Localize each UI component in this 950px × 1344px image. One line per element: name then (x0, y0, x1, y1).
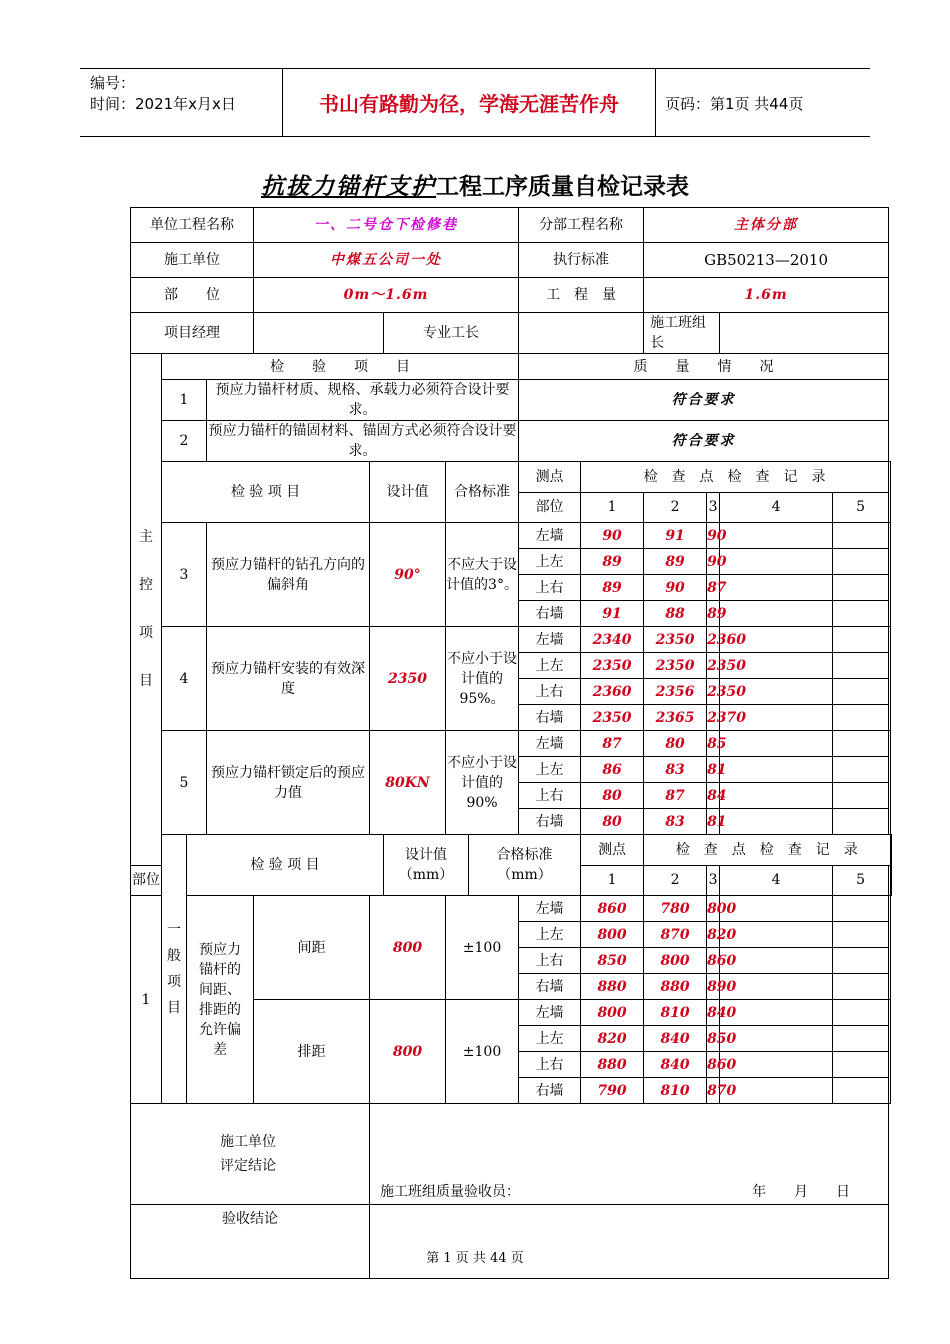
project-name: 抗拔力锚杆支护 (261, 173, 436, 200)
inspect-header: 检 验 项 目 (162, 354, 519, 380)
row-position: 右墙 (519, 974, 581, 1000)
record-value: 810 (644, 1078, 707, 1104)
record-value: 90 (644, 575, 707, 601)
record-value: 860 (707, 948, 720, 974)
pass-rate (889, 896, 890, 1000)
record-value (833, 601, 889, 627)
record-value (833, 896, 889, 922)
record-value: 850 (707, 1026, 720, 1052)
record-value (833, 1026, 889, 1052)
group-standard: 不应小于设计值的90% (446, 731, 519, 835)
record-value (833, 757, 889, 783)
record-value: 80 (581, 809, 644, 835)
pass-rate (889, 731, 890, 835)
col-position-header: 部位 (519, 492, 581, 523)
record-value: 810 (644, 1000, 707, 1026)
row-position: 右墙 (519, 1078, 581, 1104)
group-no: 3 (162, 523, 207, 627)
eval-content[interactable] (370, 1104, 889, 1205)
col-item-header: 检 验 项 目 (162, 462, 370, 523)
record-value: 800 (644, 948, 707, 974)
col-point-header: 测点 (519, 462, 581, 493)
record-value: 81 (707, 809, 720, 835)
header-left (90, 73, 236, 115)
record-value: 91 (581, 601, 644, 627)
group-name: 预应力锚杆锁定后的预应力值 (207, 731, 370, 835)
row-position: 左墙 (519, 731, 581, 757)
sub-project-label: 分部工程名称 (519, 208, 644, 243)
record-value: 90 (707, 523, 720, 549)
record-value: 83 (644, 809, 707, 835)
construct-unit-label: 施工单位 (131, 243, 254, 278)
record-value (833, 809, 889, 835)
quantity-label: 工 程 量 (519, 278, 644, 313)
record-value (720, 549, 833, 575)
col-standard-header: 合格标准（mm） (469, 835, 581, 896)
record-value: 840 (707, 1000, 720, 1026)
record-value (833, 575, 889, 601)
record-value (833, 523, 889, 549)
row-position: 上左 (519, 922, 581, 948)
point-number: 4 (720, 865, 833, 896)
record-value: 2356 (644, 679, 707, 705)
record-value: 790 (581, 1078, 644, 1104)
record-value (720, 601, 833, 627)
record-value: 840 (644, 1052, 707, 1078)
eval-label-cell (131, 1104, 370, 1205)
record-value: 820 (707, 922, 720, 948)
col-position-header: 部位 (131, 865, 162, 896)
record-value (833, 731, 889, 757)
pass-rate (889, 523, 890, 627)
record-value: 800 (581, 922, 644, 948)
record-value (833, 948, 889, 974)
record-value: 2350 (707, 679, 720, 705)
record-value: 87 (707, 575, 720, 601)
pass-rate (889, 627, 890, 731)
row-position: 上右 (519, 575, 581, 601)
record-value (833, 922, 889, 948)
record-value (720, 1026, 833, 1052)
point-number: 3 (707, 865, 720, 896)
code-label: 编号： (90, 74, 136, 92)
row-position: 右墙 (519, 809, 581, 835)
group-name: 预应力锚杆的钻孔方向的偏斜角 (207, 523, 370, 627)
standard-value: GB50213—2010 (644, 243, 889, 278)
unit-project-value: 一、二号仓下检修巷 (254, 208, 519, 243)
record-value: 80 (644, 731, 707, 757)
record-value (833, 1078, 889, 1104)
quantity-value: 1.6m (644, 278, 889, 313)
record-value: 90 (707, 549, 720, 575)
team-leader-value (720, 313, 889, 354)
point-number: 1 (581, 492, 644, 523)
sub-item-name: 排距 (254, 1000, 370, 1104)
row-position: 上左 (519, 549, 581, 575)
sub-standard: ±100 (446, 1000, 519, 1104)
group-standard: 不应小于设计值的95%。 (446, 627, 519, 731)
col-item-header: 检 验 项 目 (187, 835, 384, 896)
document-header (80, 68, 870, 137)
col-record-header: 检 查 点 检 查 记 录 (644, 835, 890, 866)
record-value (720, 731, 833, 757)
col-point-header: 测点 (581, 835, 644, 866)
sub-standard: ±100 (446, 896, 519, 1000)
record-value: 2350 (581, 653, 644, 679)
record-value: 870 (644, 922, 707, 948)
page-title (0, 168, 950, 201)
page-footer: 第 1 页 共 44 页 (426, 1251, 524, 1266)
foreman-value (519, 313, 644, 354)
record-value: 81 (707, 757, 720, 783)
col-design-header: 设计值 (370, 462, 446, 523)
record-value: 89 (581, 575, 644, 601)
record-value (833, 679, 889, 705)
group-design: 80KN (370, 731, 446, 835)
record-value: 89 (581, 549, 644, 575)
record-value (833, 705, 889, 731)
page-label: 页码：第1页 共44页 (665, 95, 804, 113)
row-position: 上右 (519, 783, 581, 809)
record-value (720, 922, 833, 948)
record-value: 860 (707, 1052, 720, 1078)
item-no: 2 (162, 421, 207, 462)
record-value: 840 (644, 1026, 707, 1052)
row-position: 上左 (519, 757, 581, 783)
record-value: 89 (644, 549, 707, 575)
sub-design: 800 (370, 1000, 446, 1104)
record-value: 80 (581, 783, 644, 809)
record-value: 780 (644, 896, 707, 922)
group-design: 90° (370, 523, 446, 627)
record-value: 89 (707, 601, 720, 627)
time-label: 时间：2021年x月x日 (90, 95, 236, 113)
record-value: 2350 (644, 653, 707, 679)
point-number: 2 (644, 492, 707, 523)
pass-rate (889, 1000, 890, 1104)
record-value (720, 757, 833, 783)
row-position: 上左 (519, 653, 581, 679)
record-value: 2360 (581, 679, 644, 705)
record-value: 2370 (707, 705, 720, 731)
row-position: 左墙 (519, 896, 581, 922)
record-value: 2360 (707, 627, 720, 653)
record-value (720, 575, 833, 601)
row-position: 左墙 (519, 523, 581, 549)
inspector-label: 施工班组质量验收员： (380, 1184, 520, 1200)
item-result: 符合要求 (519, 380, 889, 421)
record-value: 2350 (581, 705, 644, 731)
group-standard: 不应大于设计值的3°。 (446, 523, 519, 627)
record-value: 86 (581, 757, 644, 783)
general-item-no: 1 (131, 896, 162, 1104)
record-value: 870 (707, 1078, 720, 1104)
record-value: 2340 (581, 627, 644, 653)
sub-item-name: 间距 (254, 896, 370, 1000)
row-position: 左墙 (519, 1000, 581, 1026)
inspection-form (130, 207, 892, 1279)
record-value: 2350 (707, 653, 720, 679)
record-value: 87 (581, 731, 644, 757)
quality-header: 质 量 情 况 (519, 354, 889, 380)
point-number: 5 (833, 865, 889, 896)
position-label: 部 位 (131, 278, 254, 313)
record-value (720, 1078, 833, 1104)
general-item-name: 预应力锚杆的间距、排距的允许偏差 (187, 896, 254, 1104)
record-value: 2350 (644, 627, 707, 653)
general-side-label: 一 般 项 目 (162, 835, 187, 1104)
row-position: 上右 (519, 1052, 581, 1078)
group-design: 2350 (370, 627, 446, 731)
position-value: 0m～1.6m (254, 278, 519, 313)
unit-project-label: 单位工程名称 (131, 208, 254, 243)
record-value (720, 523, 833, 549)
group-name: 预应力锚杆安装的有效深度 (207, 627, 370, 731)
record-value (833, 783, 889, 809)
record-value: 890 (707, 974, 720, 1000)
title-suffix: 工程工序质量自检记录表 (436, 173, 689, 200)
record-value (720, 896, 833, 922)
record-value: 880 (644, 974, 707, 1000)
row-position: 上右 (519, 679, 581, 705)
col-standard-header: 合格标准 (446, 462, 519, 523)
record-value: 880 (581, 974, 644, 1000)
point-number: 3 (707, 492, 720, 523)
team-leader-label: 施工班组长 (644, 313, 720, 354)
col-rate-header (890, 835, 891, 896)
date-label: 年 月 日 (752, 1184, 851, 1200)
row-position: 左墙 (519, 627, 581, 653)
main-side-label: 主 控 项 目 (131, 354, 162, 866)
record-value (833, 974, 889, 1000)
record-value: 880 (581, 1052, 644, 1078)
record-value: 85 (707, 731, 720, 757)
record-value: 88 (644, 601, 707, 627)
record-value (833, 653, 889, 679)
motto: 书山有路勤为径，学海无涯苦作舟 (282, 69, 656, 136)
record-value: 800 (707, 896, 720, 922)
record-value: 850 (581, 948, 644, 974)
construct-unit-value: 中煤五公司一处 (254, 243, 519, 278)
record-value (833, 1052, 889, 1078)
record-value: 91 (644, 523, 707, 549)
row-position: 上右 (519, 948, 581, 974)
eval-label: 施工单位评定结论 (220, 1134, 276, 1174)
record-value: 90 (581, 523, 644, 549)
record-value (833, 627, 889, 653)
point-number: 4 (720, 492, 833, 523)
record-value (720, 974, 833, 1000)
row-position: 右墙 (519, 601, 581, 627)
record-value: 2365 (644, 705, 707, 731)
col-design-header: 设计值（mm） (384, 835, 469, 896)
foreman-label: 专业工长 (384, 313, 519, 354)
standard-label: 执行标准 (519, 243, 644, 278)
record-value (720, 948, 833, 974)
accept-content[interactable] (370, 1205, 889, 1279)
record-value (720, 1000, 833, 1026)
record-value (720, 783, 833, 809)
item-no: 1 (162, 380, 207, 421)
item-text: 预应力锚杆的锚固材料、锚固方式必须符合设计要求。 (207, 421, 519, 462)
pm-value (254, 313, 384, 354)
sub-design: 800 (370, 896, 446, 1000)
point-number: 5 (833, 492, 889, 523)
record-value (720, 1052, 833, 1078)
point-number: 1 (581, 865, 644, 896)
record-value (720, 809, 833, 835)
record-value: 820 (581, 1026, 644, 1052)
col-rate-header (889, 462, 890, 523)
record-value: 83 (644, 757, 707, 783)
group-no: 5 (162, 731, 207, 835)
group-no: 4 (162, 627, 207, 731)
accept-label: 验收结论 (131, 1205, 370, 1279)
row-position: 右墙 (519, 705, 581, 731)
record-value: 87 (644, 783, 707, 809)
sub-project-value: 主体分部 (644, 208, 889, 243)
record-value: 860 (581, 896, 644, 922)
item-text: 预应力锚杆材质、规格、承载力必须符合设计要求。 (207, 380, 519, 421)
point-number: 2 (644, 865, 707, 896)
pm-label: 项目经理 (131, 313, 254, 354)
record-value (833, 1000, 889, 1026)
row-position: 上左 (519, 1026, 581, 1052)
col-record-header: 检 查 点 检 查 记 录 (581, 462, 889, 493)
record-value: 84 (707, 783, 720, 809)
record-value (833, 549, 889, 575)
record-value: 800 (581, 1000, 644, 1026)
item-result: 符合要求 (519, 421, 889, 462)
